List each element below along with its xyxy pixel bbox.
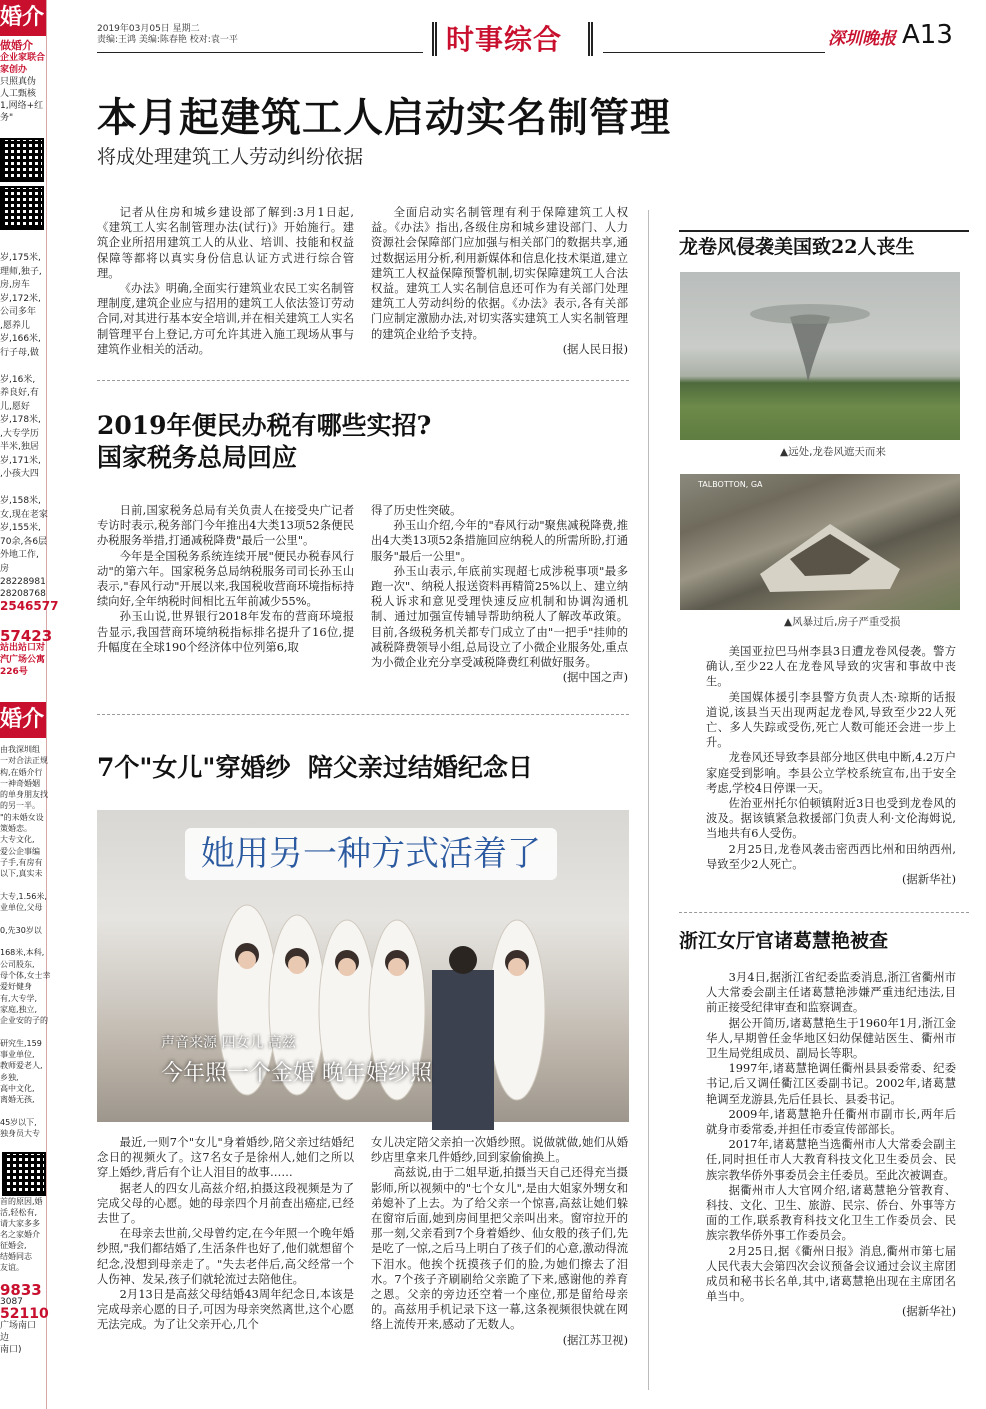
strip-line: ,大专学历: [0, 428, 39, 439]
strip-phone: 2546577: [0, 599, 59, 613]
strip-block-4: [0, 1196, 43, 1273]
divider: [679, 912, 969, 913]
article-source: (据江苏卫视): [562, 1333, 628, 1347]
strip-line: 策婚恋。: [0, 824, 32, 834]
strip-line: 企业家联合: [0, 53, 46, 63]
article2-headline: [97, 410, 431, 474]
strip-line: 1,网络+红: [0, 101, 44, 111]
strip-line: 一神奇婚姻: [0, 778, 40, 788]
strip-line: 做婚介: [0, 39, 33, 52]
qr-code-icon: [0, 138, 44, 182]
strip-line: 名之家婚介: [0, 1230, 40, 1239]
classified-ad-strip: [0, 0, 59, 1409]
strip-line: 独身员大专: [0, 1129, 40, 1139]
photo-location-tag: TALBOTTON, GA: [698, 480, 763, 489]
qr-code-icon: [2, 1152, 46, 1196]
article1-col2: [371, 205, 628, 357]
paragraph: 女儿决定陪父亲拍一次婚纱照。说做就做,她们从婚纱店里拿来几件婚纱,回到家偷偷换上。: [371, 1136, 628, 1165]
video-caption: 她用另一种方式活着了: [185, 828, 557, 880]
section-title: 时事综合: [446, 23, 563, 56]
wedding-photo: [97, 810, 629, 1122]
strip-line: 168米,本科,: [0, 948, 45, 958]
strip-line: 家庭,独立,: [0, 1004, 38, 1014]
paragraph: 龙卷风还导致李县部分地区供电中断,4.2万户家庭受到影响。李县公立学校系统宣布,出于安全考虑,学校4日停课一天。: [706, 751, 956, 795]
headline-line: 国家税务总局回应: [97, 443, 298, 472]
strip-phones-2: [0, 1281, 49, 1356]
strip-line: 大专文化,: [0, 835, 35, 845]
strip-line: 行子母,做: [0, 347, 39, 358]
header-rule-right: [603, 52, 825, 53]
section-divider: [588, 22, 593, 56]
article1-col1: [97, 205, 354, 357]
strip-line: 企业安的子的: [0, 1016, 48, 1026]
strip-qr-wrap: [2, 1148, 46, 1200]
strip-line: [0, 482, 48, 496]
qr-code-icon: [0, 186, 44, 230]
strip-line: 房: [0, 563, 10, 574]
strip-line: 大专,1.56米,: [0, 891, 47, 901]
section-divider: [432, 22, 437, 56]
paragraph: 孙玉山介绍,今年的"春风行动"聚焦减税降费,推出4大类13项52条措施回应纳税人的所需所盼,打通服务"最后一公里"。: [371, 519, 628, 563]
paragraph: 最近,一则7个"女儿"身着婚纱,陪父亲过结婚纪念日的视频火了。这7名女子是徐州人,她们之所以穿上婚纱,背后有个让人泪目的故事……: [97, 1136, 354, 1180]
strip-line: 以下,真实未: [0, 869, 43, 879]
strip-line: 公司多年: [0, 307, 37, 317]
strip-line: 岁,171米,: [0, 455, 41, 466]
article4-headline: 龙卷风侵袭美国致22人丧生: [679, 236, 915, 258]
strip-address: 广场南口: [0, 1321, 37, 1331]
headline-line: 2019年便民办税有哪些实招?: [97, 411, 432, 440]
strip-line: 只照真伪: [0, 77, 37, 87]
strip-phone: 28208768: [0, 589, 46, 599]
strip-line: 岁,158米,: [0, 496, 41, 506]
strip-line: ,愿养儿: [0, 320, 30, 331]
brides-illustration: [217, 930, 547, 1130]
strip-line: 一对合法正规: [0, 756, 48, 766]
strip-line: [0, 1026, 51, 1037]
strip-line: 子手,有房有: [0, 857, 43, 867]
strip-header-2: 婚介: [0, 702, 46, 738]
strip-block-3: [0, 744, 51, 1139]
paragraph: 2009年,诸葛慧艳升任衢州市副市长,两年后就身市委常委,并担任市委宣传部部长。: [706, 1107, 956, 1137]
strip-line: 45岁以下,: [0, 1117, 37, 1127]
article3-headline: 7个"女儿"穿婚纱 陪父亲过结婚纪念日: [97, 753, 533, 782]
article-source: (据中国之声): [562, 671, 628, 685]
article1-subhead: 将成处理建筑工人劳动纠纷依据: [97, 146, 364, 168]
paragraph: 高兹说,由于二姐早逝,拍摄当天自己还得充当摄影师,所以视频中的"七个女儿",是由大姐家外甥女和弟媳补了上去。为了给父亲一个惊喜,高兹让她们躲在窗帘后面,她到房间里把父亲叫出来。窗帘拉开的那一刻,父亲看到7个身着婚纱、仙女般的孩子们,先是吃了一惊,之后马上明白了孩子们的心意,激动得流下泪水。他挨个抚摸孩子们的脸,为她们擦去了泪水。7个孩子齐刷刷给父亲跪了下来,感谢他的养育之恩。父亲的旁边还空着一个座位,那是留给母亲的。高兹用手机记录下这一幕,这条视频很快就在网络上流传开来,感动了无数人。: [371, 1166, 628, 1332]
strip-line: 的单身朋友找: [0, 790, 48, 800]
strip-line: 儿,愿好: [0, 401, 30, 412]
paragraph: 佐治亚州托尔伯顿镇附近3日也受到龙卷风的波及。据该镇紧急救援部门负责人利·文伦海姆说,当地共有6人受伤。: [706, 797, 956, 841]
strip-line: 母个体,女士幸: [0, 970, 51, 980]
video-subtitle: 今年照一个金婚 晚年婚纱照: [161, 1061, 432, 1086]
strip-line: 岁,155米,: [0, 523, 41, 533]
strip-line: 事业单位,: [0, 1050, 35, 1060]
paragraph: 美国亚拉巴马州李县3日遭龙卷风侵袭。警方确认,至少22人在龙卷风导致的灾害和事故中丧生。: [706, 645, 956, 689]
strip-address: 226号: [0, 667, 28, 677]
strip-line: [0, 936, 51, 947]
strip-block-2: [0, 252, 48, 576]
strip-line: 人工甄核: [0, 89, 37, 99]
paper-logo: 深圳晚报: [828, 29, 896, 49]
strip-line: 有,大专学,: [0, 993, 38, 1003]
paragraph: 记者从住房和城乡建设部了解到:3月1日起,《建筑工人实名制管理办法(试行)》开始施行。建筑企业所招用建筑工人的从业、培训、技能和权益保障等都将以真实身份信息认证方式进行综合管理。: [97, 206, 354, 280]
article5-body: [706, 970, 956, 1320]
strip-line: 的另一半。: [0, 801, 40, 811]
strip-line: 征婚会,: [0, 1241, 27, 1250]
strip-line: [0, 360, 48, 374]
article4-body: [706, 644, 956, 887]
photo-caption: ▲风暴过后,房子严重受损: [784, 616, 901, 628]
strip-line: 半米,独居: [0, 442, 39, 452]
strip-line: 构,在婚介行: [0, 767, 43, 777]
strip-line: 友谊。: [0, 1263, 24, 1272]
strip-line: 岁,178米,: [0, 415, 41, 425]
video-subtitle-source: 声音来源 四女儿 高兹: [161, 1035, 296, 1051]
article2-col1: [97, 503, 354, 655]
strip-line: ,小孩大四: [0, 469, 39, 479]
divider: [97, 714, 629, 715]
storm-damage-photo: [680, 474, 960, 610]
paragraph: 3月4日,据浙江省纪委监委消息,浙江省衢州市人大常委会副主任诸葛慧艳涉嫌严重违纪违法,目前正接受纪律审查和监察调查。: [706, 971, 956, 1015]
article-source: (据新华社): [901, 873, 956, 887]
strip-line: 结婚同志: [0, 1252, 32, 1261]
strip-line: 务": [0, 113, 14, 123]
article3-col2: [371, 1135, 628, 1348]
strip-line: 乡独,: [0, 1072, 19, 1082]
paragraph: 全面启动实名制管理有利于保障建筑工人权益。《办法》指出,各级住房和城乡建设部门、人力资源社会保障部门应加强与相关部门的数据共享,通过数据运用分析,利用新媒体和信息化技术渠道,建立建筑工人权益保障预警机制,切实保障建筑工人合法权益。建筑工人实名制信息还可作为有关部门处理建筑工人劳动纠纷的依据。《办法》表示,各有关部门应制定激励办法,对切实落实建筑工人实名制管理的建筑企业给予支持。: [371, 206, 628, 341]
strip-phone: 3087: [0, 1297, 23, 1307]
strip-line: 业单位,父母: [0, 903, 43, 913]
tornado-photo: [680, 272, 960, 440]
paragraph: 孙玉山表示,年底前实现超七成涉税事项"最多跑一次"、纳税人报送资料再精简25%以上、建立纳税人诉求和意见受理快速反应机制和协调沟通机制、通过加强宣传辅导帮助纳税人了解改革政策。目前,各级税务机关都专门成立了由"一把手"挂帅的减税降费领导小组,总局设立了小微企业服务处,重点为小微企业充分享受减税降费红利做好服务。: [371, 564, 628, 670]
strip-block-1: [0, 40, 45, 234]
strip-line: 0,先30岁以: [0, 925, 42, 935]
paragraph: 据老人的四女儿高兹介绍,拍摄这段视频是为了完成父母的心愿。她的母亲四个月前查出癌症,已经去世了。: [97, 1181, 354, 1226]
strip-line: 女,现在老家: [0, 509, 48, 520]
strip-line: 教师爱老人,: [0, 1061, 43, 1071]
strip-phone: 9833: [0, 1281, 42, 1299]
paragraph: 2月25日,龙卷风袭击密西西比州和田纳西州,导致至少2人死亡。: [706, 842, 956, 871]
strip-line: "的未婚女设: [0, 812, 44, 822]
article2-col2: [371, 503, 628, 685]
strip-line: 岁,175米,: [0, 253, 41, 263]
strip-line: 首的原因,婚: [0, 1197, 43, 1206]
strip-line: 养良好,有: [0, 388, 39, 398]
strip-line: 岁,166米,: [0, 334, 41, 344]
strip-line: 高中文化,: [0, 1083, 35, 1093]
strip-line: 房,房车: [0, 280, 30, 290]
page-number: A13: [902, 20, 953, 50]
paragraph: 得了历史性突破。: [371, 504, 462, 517]
strip-line: [0, 913, 51, 924]
strip-header: 婚介: [0, 0, 46, 36]
masthead-info: [97, 24, 238, 46]
paragraph: 日前,国家税务总局有关负责人在接受央广记者专访时表示,税务部门今年推出4大类13项52条便民办税服务举措,打通减税降费"最后一公里"。: [97, 504, 354, 548]
header-rule-left: [97, 52, 423, 53]
strip-address: 站出站口对: [0, 643, 46, 653]
strip-line: 研究生,159: [0, 1038, 42, 1048]
editors-line: 责编:王鸿 美编:陈春艳 校对:袁一平: [97, 35, 238, 45]
strip-line: 公司股东,: [0, 959, 35, 969]
strip-phone: 57423: [0, 627, 53, 645]
paragraph: 据衢州市人大官网介绍,诸葛慧艳分管教育、科技、文化、卫生、旅游、民宗、侨台、外事等方面的工作,联系教育科技文化卫生工作委员会、民族宗教华侨外事工作委员会。: [706, 1183, 956, 1243]
strip-line: 岁,16米,: [0, 374, 36, 385]
photo-caption: ▲远处,龙卷风遮天而来: [780, 446, 886, 458]
paragraph: 《办法》明确,全面实行建筑业农民工实名制管理制度,建筑企业应与招用的建筑工人依法签订劳动合同,对其进行基本安全培训,并在相关建筑工人实名制管理平台上登记,方可允许其进入施工现场从事与建筑作业相关的活动。: [97, 282, 354, 356]
strip-line: 离婚无孩,: [0, 1095, 35, 1105]
date-line: 2019年03月05日 星期二: [97, 24, 200, 34]
damaged-house: [750, 514, 910, 594]
strip-line: 爱公企事编: [0, 846, 40, 856]
article-source: (据人民日报): [562, 342, 628, 356]
article1-headline: 本月起建筑工人启动实名制管理: [97, 95, 671, 141]
divider: [97, 380, 629, 381]
paragraph: 1997年,诸葛慧艳调任衢州县县委常委、纪委书记,后又调任衢江区委副书记。2002年,诸葛慧艳调至龙游县,先后任县长、县委书记。: [706, 1062, 956, 1106]
strip-address: 边: [0, 1333, 10, 1343]
strip-line: [0, 880, 51, 891]
paragraph: 2月25日,据《衢州日报》消息,衢州市第七届人民代表大会第四次会议预备会议通过会议主席团成员和秘书长名单,其中,诸葛慧艳出现在主席团名单当中。: [706, 1244, 956, 1304]
strip-line: 70余,各6层: [0, 536, 48, 547]
strip-address: 南口): [0, 1345, 22, 1355]
paragraph: 据公开简历,诸葛慧艳生于1960年1月,浙江金华人,早期曾任金华地区妇幼保健站医生、衢州市卫生局党组成员、副局长等职。: [706, 1016, 956, 1061]
strip-line: 外地工作,: [0, 550, 39, 560]
paragraph: 2月13日是高兹父母结婚43周年纪念日,本该是完成母亲心愿的日子,可因为母亲突然离世,这个心愿无法完成。为了让父亲开心,几个: [97, 1288, 354, 1332]
strip-line: [0, 1106, 51, 1117]
strip-line: 岁,172米,: [0, 293, 41, 304]
strip-line: 活,轻松有,: [0, 1208, 38, 1217]
strip-line: 爱好健身: [0, 982, 32, 992]
strip-line: 理师,独子,: [0, 266, 42, 277]
paragraph: 在母亲去世前,父母曾约定,在今年照一个晚年婚纱照,"我们都结婚了,生活条件也好了,他们就想留个纪念,没想到母亲走了。"失去老伴后,高父经常一个人伤神、发呆,孩子们就轮流过去陪他住。: [97, 1227, 354, 1286]
article3-col1: [97, 1135, 354, 1333]
paragraph: 今年是全国税务系统连续开展"便民办税春风行动"的第六年。国家税务总局纳税服务司司长孙玉山表示,"春风行动"开展以来,我国税收营商环境指标持续向好,全年纳税时间相比五年前减少55%。: [97, 549, 354, 609]
paragraph: 美国媒体援引李县警方负责人杰·琼斯的话报道说,该县当天出现两起龙卷风,导致至少22人死亡、多人失踪或受伤,死亡人数可能还会进一步上升。: [706, 690, 956, 750]
strip-address: 汽广场公寓: [0, 655, 46, 665]
strip-line: 家创办: [0, 65, 28, 75]
strip-phones: [0, 576, 58, 678]
strip-line: 请大家多多: [0, 1219, 40, 1228]
article5-headline: 浙江女厅官诸葛慧艳被查: [679, 930, 889, 952]
strip-phone: 52110: [0, 1306, 49, 1322]
article-source: (据新华社): [901, 1305, 956, 1319]
strip-line: 由我深圳组: [0, 745, 40, 754]
column-rule: [648, 210, 649, 1390]
tornado-funnel: [680, 272, 960, 440]
strip-phone: 28228981: [0, 577, 46, 587]
paragraph: 孙玉山说,世界银行2018年发布的营商环境报告显示,我国营商环境纳税指标排名提升了16位,提升幅度在全球190个经济体中位列第6,取: [97, 610, 354, 654]
paragraph: 2017年,诸葛慧艳当选衢州市人大常委会副主任,同时担任市人大教育科技文化卫生委员会、民族宗教华侨外事委员会主任委员。至此次被调查。: [706, 1138, 956, 1182]
